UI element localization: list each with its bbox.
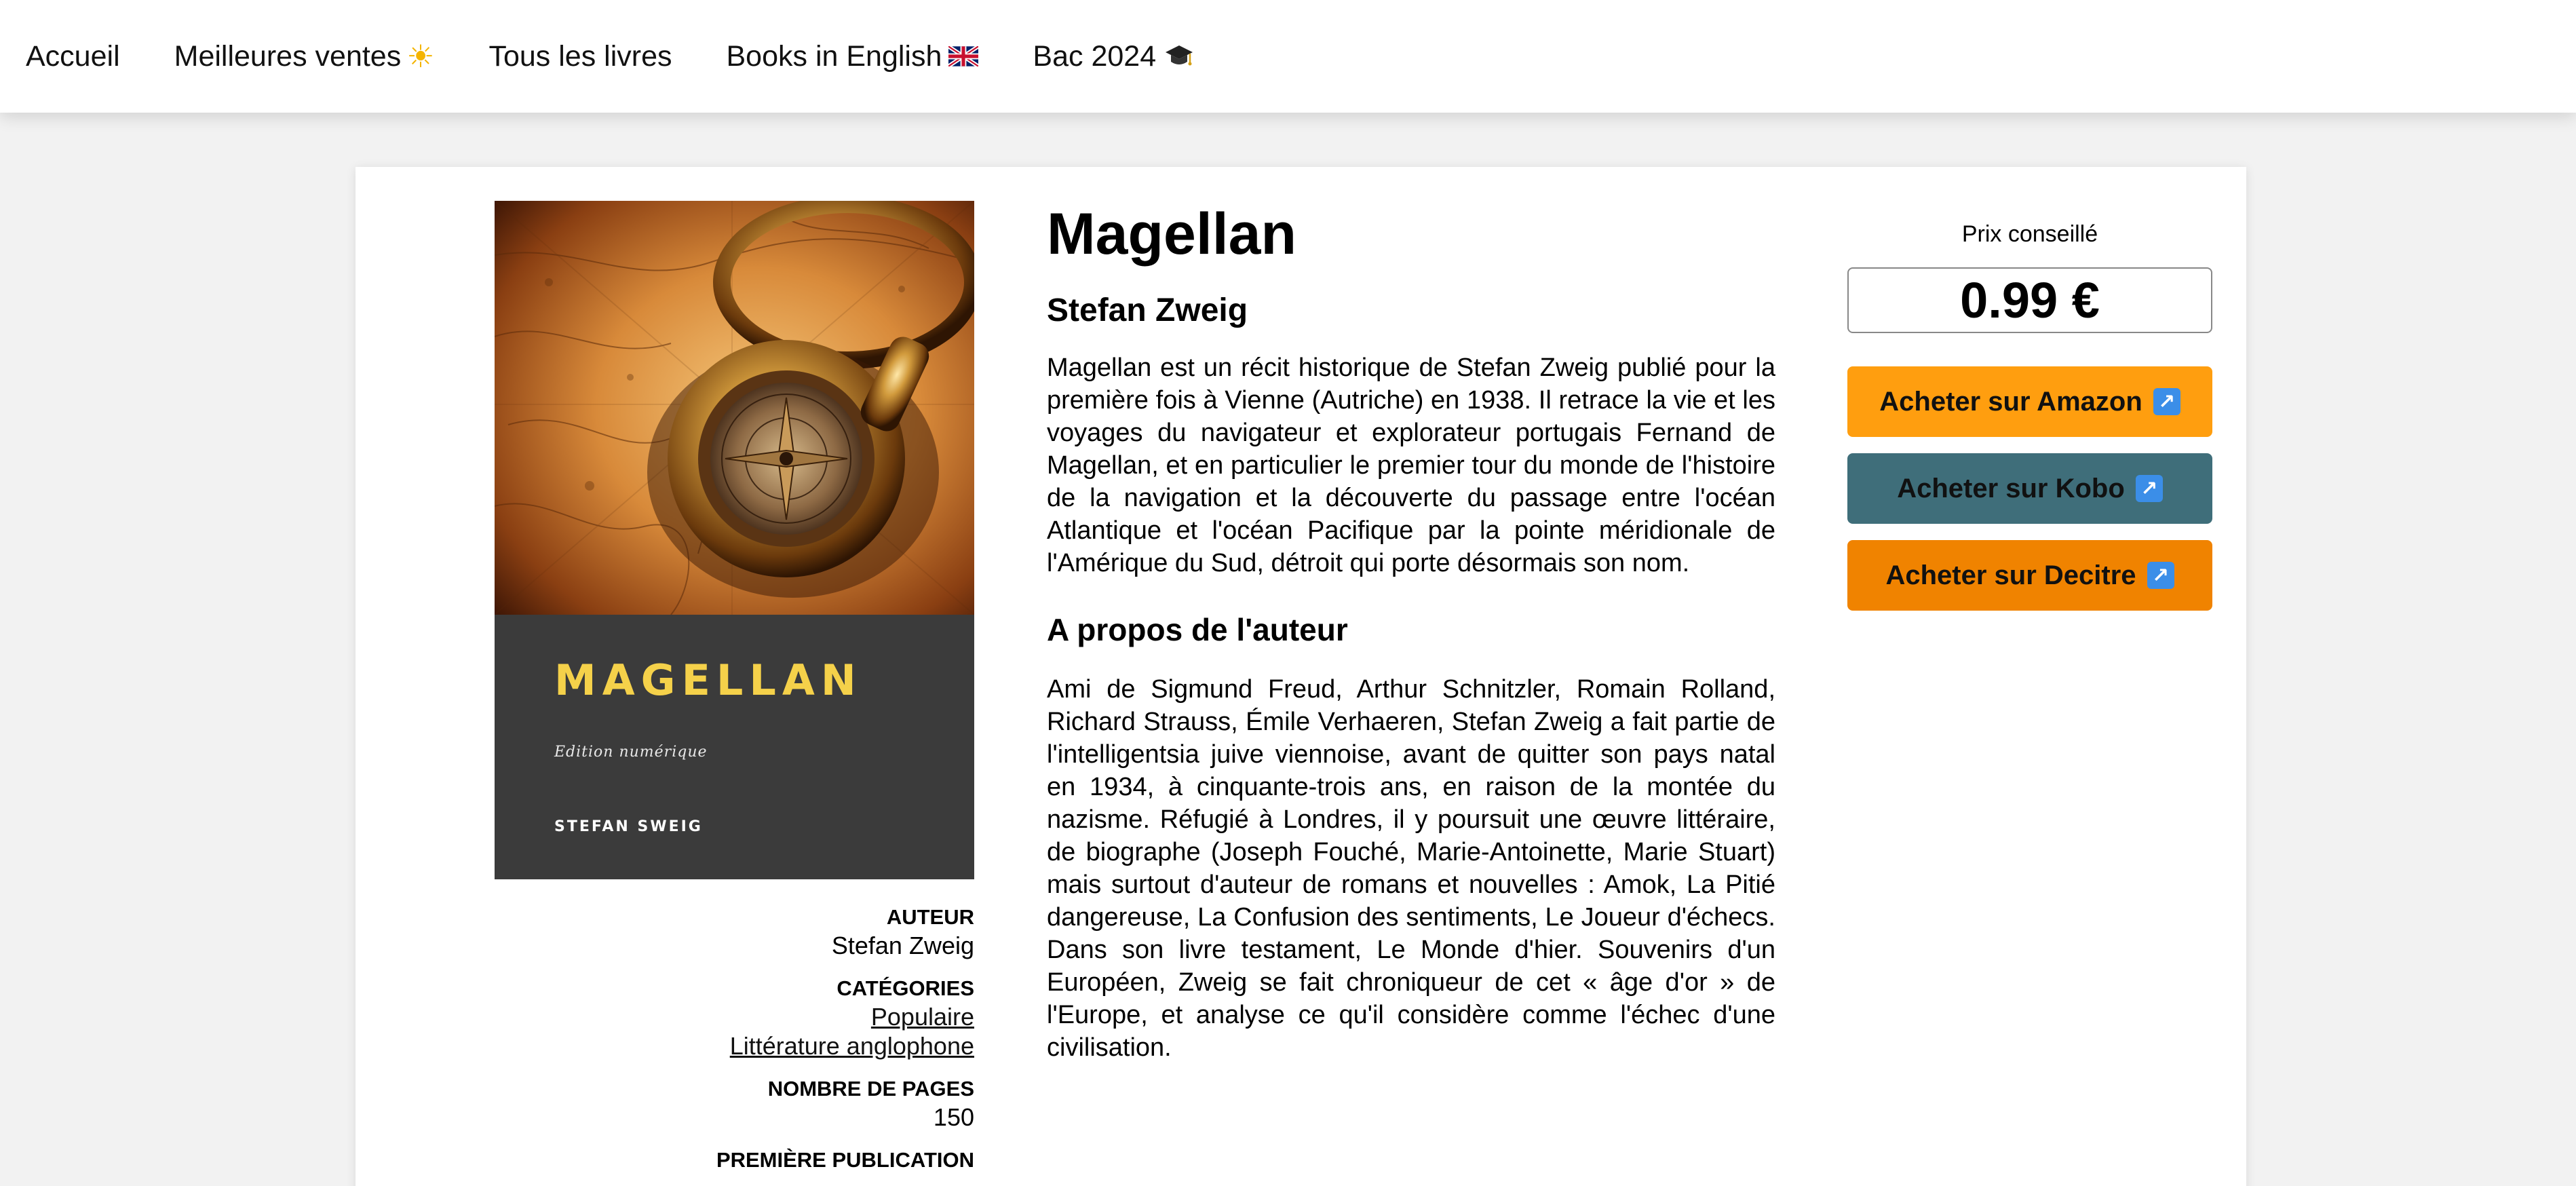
nav-item-label: Bac 2024 [1033,39,1157,73]
meta-pages [611,1075,974,1132]
external-link-icon: ↗ [2153,388,2180,415]
uk-flag-icon [948,46,978,66]
category-link-populaire[interactable]: Populaire [870,1003,974,1031]
nav-item-meilleures-ventes[interactable] [174,38,435,75]
sun-icon: ☀ [406,39,435,74]
nav-item-accueil[interactable] [26,40,120,73]
meta-first-publication-label: PREMIÈRE PUBLICATION [716,1148,974,1172]
nav-item-bac-2024[interactable] [1033,40,1194,73]
nav-item-label: Meilleures ventes [174,39,402,73]
buy-amazon-button[interactable] [1847,366,2212,437]
cover-edition: Edition numérique [554,744,708,761]
meta-categories-label: CATÉGORIES [837,976,974,1000]
cover-band [495,615,974,879]
external-link-icon: ↗ [2136,475,2163,502]
price-display: 0.99 € [1847,267,2212,333]
buy-button-label: Acheter sur Amazon [1879,386,2142,417]
meta-author [611,904,974,960]
book-cover [495,201,974,879]
about-author-text: Ami de Sigmund Freud, Arthur Schnitzler, Romain Rolland, Richard Strauss, Émile Verhaeren, Stefan Zweig a fait partie de l'intelligentsia juive viennoise, avant de quitter son pays natal en 1934, à cinquante-trois ans, en raison de la montée du nazisme. Réfugié à Londres, il y poursuit une œuvre littéraire, de biographe (Joseph Fouché, Marie-Antoinette, Marie Stuart) mais surtout d'auteur de romans et nouvelles : Amok, La Pitié dangereuse, La Confusion des sentiments, Le Joueur d'échecs. Dans son livre testament, Le Monde d'hier. Souvenirs d'un Européen, Zweig se fait chroniqueur de cet « âge d'or » de l'Europe, et analyse ce qu'il considère comme l'échec d'une civilisation. [1047,675,1775,1062]
buy-button-label: Acheter sur Kobo [1897,473,2125,503]
buy-decitre-button[interactable] [1847,540,2212,611]
book-author: Stefan Zweig [1047,292,1248,328]
meta-author-label: AUTEUR [886,905,974,929]
compass-map-illustration [495,201,974,615]
meta-author-value: Stefan Zweig [831,932,974,959]
book-metadata [611,904,974,1186]
nav-item-books-in-english[interactable] [727,40,979,73]
graduation-cap-icon [1164,43,1194,70]
cover-title: MAGELLAN [554,655,862,705]
about-author-title: A propos de l'auteur [1047,612,1348,647]
external-link-icon: ↗ [2147,562,2174,589]
price-label: Prix conseillé [1961,221,2098,247]
meta-pages-label: NOMBRE DE PAGES [767,1077,974,1101]
nav-item-label: Books in English [726,39,942,73]
nav-item-tous-les-livres[interactable] [488,40,672,73]
buy-panel [1847,218,2212,627]
book-details [1047,197,1775,1064]
cover-author: STEFAN SWEIG [554,818,703,835]
meta-pages-value: 150 [933,1103,974,1131]
top-navigation [0,0,2576,113]
buy-button-label: Acheter sur Decitre [1885,560,2136,590]
buy-kobo-button[interactable] [1847,453,2212,524]
book-title: Magellan [1047,202,1296,267]
nav-item-label: Tous les livres [488,39,672,73]
category-link-litterature-anglophone[interactable]: Littérature anglophone [729,1032,974,1060]
nav-item-label: Accueil [26,39,120,73]
book-description: Magellan est un récit historique de Stefan Zweig publié pour la première fois à Vienne (Autriche) en 1938. Il retrace la vie et les voyages du navigateur et explorateur portugais Fernand de Magellan, et en particulier le premier tour du monde de l'histoire de la navigation et la découverte du passage entre l'océan Atlantique et l'océan Pacifique par la pointe méridionale de l'Amérique du Sud, détroit qui porte désormais son nom. [1047,353,1775,577]
meta-categories [611,975,974,1060]
meta-first-publication [611,1147,974,1174]
